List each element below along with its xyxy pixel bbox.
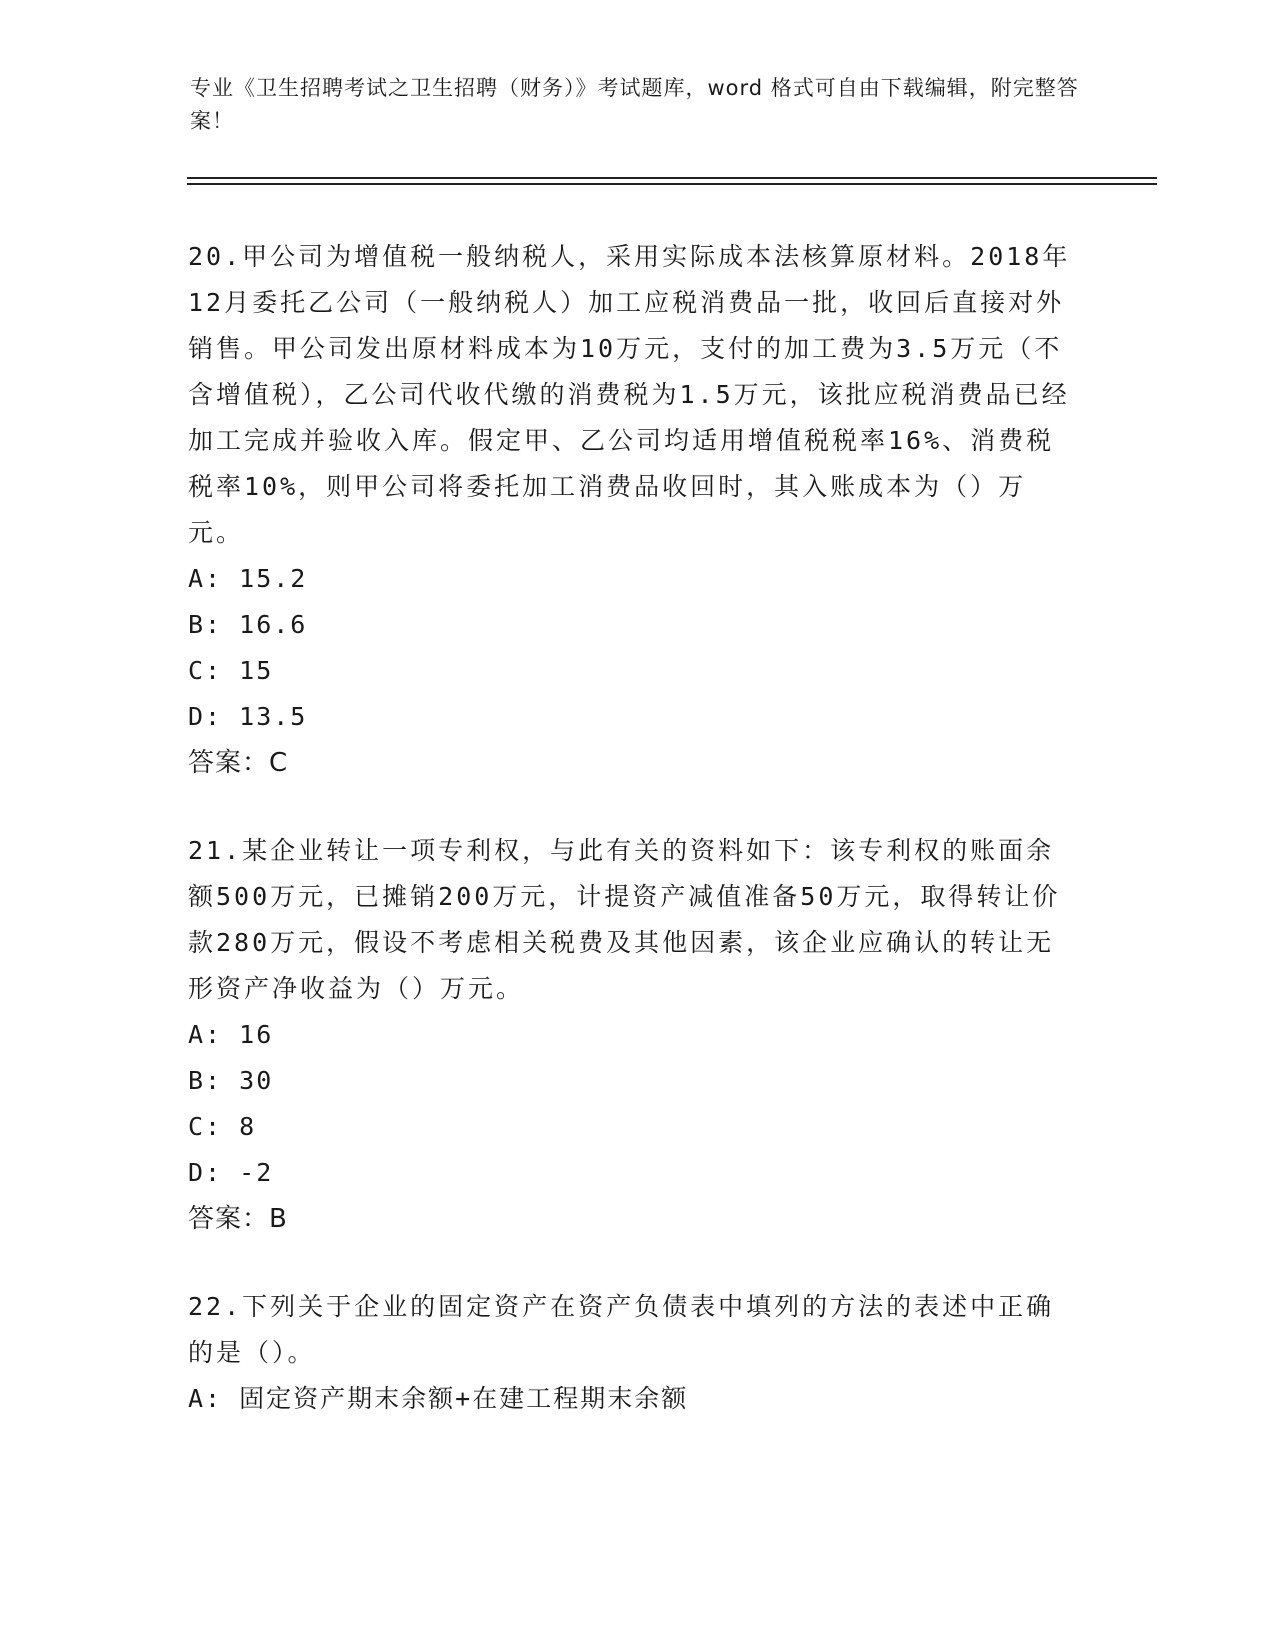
option-a: A: 16 xyxy=(188,1020,274,1049)
header-divider-bottom xyxy=(187,183,1157,185)
option-a: A: 固定资产期末余额+在建工程期末余额 xyxy=(188,1384,689,1413)
option-b: B: 30 xyxy=(188,1066,274,1095)
document-header: 专业《卫生招聘考试之卫生招聘（财务）》考试题库，word 格式可自由下载编辑，附完整答案！ xyxy=(190,76,1079,133)
header-divider-top xyxy=(187,177,1157,179)
question-20 xyxy=(188,234,1078,786)
option-b: B: 16.6 xyxy=(188,610,308,639)
question-text: 22.下列关于企业的固定资产在资产负债表中填列的方法的表述中正确的是（）。 xyxy=(188,1292,1055,1367)
option-a: A: 15.2 xyxy=(188,564,308,593)
option-c: C: 15 xyxy=(188,656,274,685)
option-d: D: 13.5 xyxy=(188,702,308,731)
option-d: D: -2 xyxy=(188,1158,274,1187)
question-text: 21.某企业转让一项专利权，与此有关的资料如下：该专利权的账面余额500万元，已摊销200万元，计提资产减值准备50万元，取得转让价款280万元，假设不考虑相关税费及其他因素，该企业应确认的转让无形资产净收益为（）万元。 xyxy=(188,836,1061,1003)
question-text: 20.甲公司为增值税一般纳税人，采用实际成本法核算原材料。2018年12月委托乙公司（一般纳税人）加工应税消费品一批，收回后直接对外销售。甲公司发出原材料成本为10万元，支付的加工费为3.5万元（不含增值税），乙公司代收代缴的消费税为1.5万元，该批应税消费品已经加工完成并验收入库。假定甲、乙公司均适用增值税税率16%、消费税税率10%，则甲公司将委托加工消费品收回时，其入账成本为（）万元。 xyxy=(188,242,1071,547)
question-21 xyxy=(188,828,1078,1242)
option-c: C: 8 xyxy=(188,1112,257,1141)
answer-label: 答案：C xyxy=(188,748,289,778)
question-22 xyxy=(188,1284,1078,1422)
answer-label: 答案：B xyxy=(188,1204,288,1234)
